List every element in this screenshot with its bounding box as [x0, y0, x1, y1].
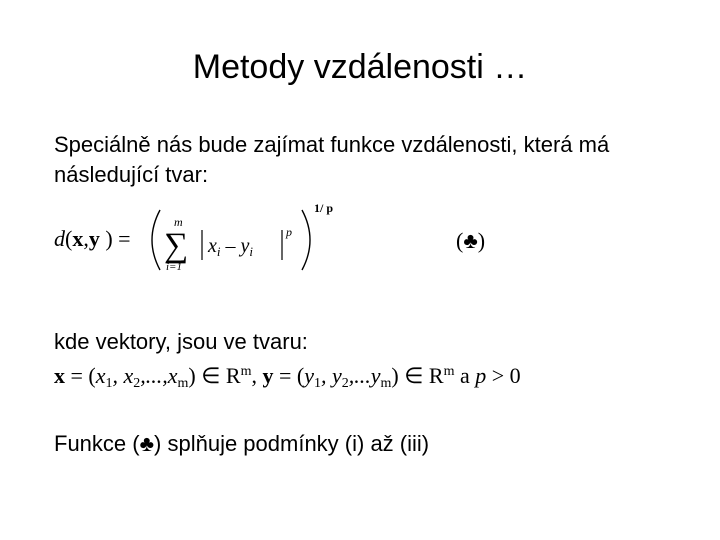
y2-sub: 2 [341, 376, 349, 391]
lhs-equals: ) = [105, 226, 131, 251]
intro-text: Speciálně nás bude zajímat funkce vzdálenosti, která má následující tvar: [54, 132, 610, 187]
dim1: m [240, 364, 252, 379]
in-r2: ) ∈ R [391, 363, 444, 388]
vectors-label: kde vektory, jsou ve tvaru: [54, 329, 308, 354]
right-paren [302, 210, 310, 270]
y-def-open: = ( [273, 363, 305, 388]
vectors-definition [54, 362, 521, 390]
inner-power: p [286, 225, 292, 239]
ym-sub: m [380, 376, 392, 391]
y1-sub: 1 [313, 376, 321, 391]
sum-lower: i=1 [166, 261, 182, 273]
xm-sub: m [177, 376, 189, 391]
and-word: a [454, 363, 476, 388]
club-icon: ♣ [139, 431, 155, 456]
p-var: p [475, 363, 487, 388]
sigma-icon: ∑ [164, 227, 189, 264]
sep: , [251, 363, 263, 388]
x-vector: x [54, 363, 65, 388]
arg-x: x [72, 226, 84, 251]
arg-y: y [88, 226, 100, 251]
distance-formula [54, 196, 674, 286]
outer-power: 1/ p [314, 201, 334, 215]
y2: , y [320, 363, 342, 388]
formula-lhs [54, 226, 131, 252]
in-r1: ) ∈ R [188, 363, 241, 388]
term-x: $x_i - y_i$ [208, 235, 254, 259]
conditions-prefix: Funkce ( [54, 431, 140, 456]
func-name: d [54, 226, 65, 251]
y1: y [304, 363, 314, 388]
x-def-open: = ( [65, 363, 96, 388]
conditions-text [54, 430, 429, 458]
y-vector: y [262, 363, 274, 388]
lhs-comma: , [83, 226, 89, 251]
conditions-suffix: ) splňuje podmínky (i) až (iii) [154, 431, 430, 456]
x1-sub: 1 [105, 376, 113, 391]
dim2: m [443, 364, 455, 379]
sum-upper: m [174, 215, 183, 229]
x2-sub: 2 [133, 376, 141, 391]
xm: ,...,x [140, 363, 178, 388]
gt-zero: > 0 [486, 363, 521, 388]
x2: , x [112, 363, 134, 388]
left-paren [152, 210, 160, 270]
slide-title: Metody vzdálenosti … [192, 48, 528, 86]
formula-tag: (♣) [456, 228, 486, 253]
ym: ,...y [348, 363, 381, 388]
x1: x [95, 363, 106, 388]
sum-expression [142, 196, 382, 286]
lhs-open: ( [65, 226, 73, 251]
